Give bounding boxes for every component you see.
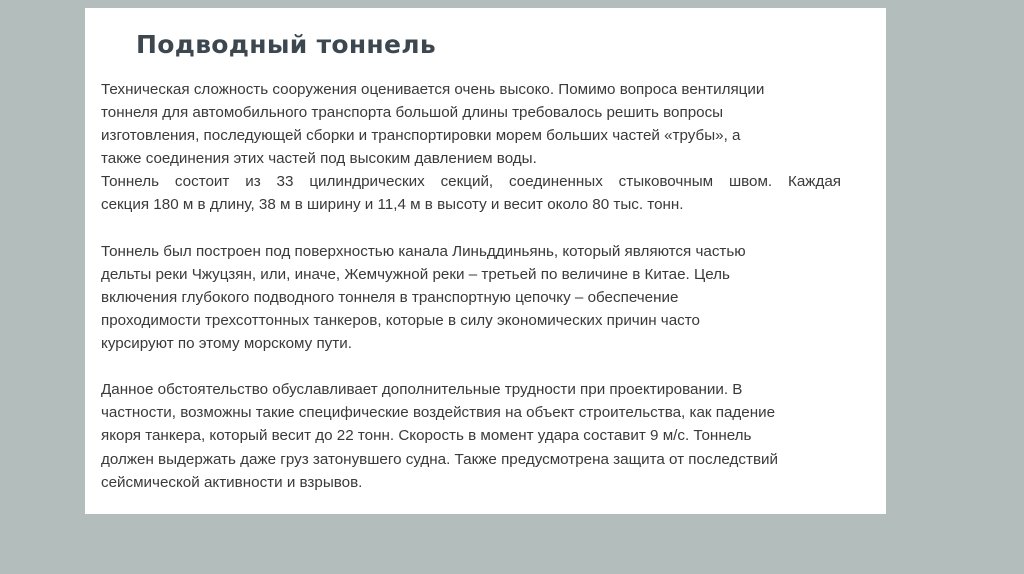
paragraph-gap (101, 217, 841, 240)
paragraph-gap (101, 355, 841, 378)
text-line: Техническая сложность сооружения оценивается очень высоко. Помимо вопроса вентиляции (101, 81, 765, 98)
text-line: также соединения этих частей под высоким давлением воды. (101, 150, 537, 168)
text-line: курсируют по этому морскому пути. (101, 335, 352, 353)
slide-body (101, 78, 841, 494)
text-line: якоря танкера, который весит до 22 тонн. Скорость в момент удара составит 9 м/с. Тоннель (101, 427, 752, 445)
slide-title: Подводный тоннель (136, 30, 436, 59)
text-line: тоннеля для автомобильного транспорта большой длины требовалось решить вопросы (101, 104, 724, 122)
text-line: включения глубокого подводного тоннеля в транспортную цепочку – обеспечение (101, 288, 679, 306)
text-line: должен выдержать даже груз затонувшего судна. Также предусмотрена защита от последствий (101, 450, 778, 468)
text-line: Тоннель был построен под поверхностью канала Линьддиньянь, который являются частью (101, 242, 746, 260)
text-line: проходимости трехсоттонных танкеров, которые в силу экономических причин часто (101, 311, 700, 329)
slide (85, 8, 886, 514)
text-line: Данное обстоятельство обуславливает дополнительные трудности при проектировании. В (101, 381, 743, 399)
text-line: изготовления, последующей сборки и транспортировки морем больших частей «трубы», а (101, 127, 741, 145)
text-line: сейсмической активности и взрывов. (101, 473, 363, 491)
text-line: секция 180 м в длину, 38 м в ширину и 11,4 м в высоту и весит около 80 тыс. тонн. (101, 196, 684, 214)
text-line: дельты реки Чжуцзян, или, иначе, Жемчужной реки – третьей по величине в Китае. Цель (101, 265, 730, 283)
text-line: частности, возможны такие специфические воздействия на объект строительства, как падение (101, 404, 776, 422)
text-line: Тоннель состоит из 33 цилиндрических секций, соединенных стыковочным швом. Каждая (101, 173, 841, 191)
